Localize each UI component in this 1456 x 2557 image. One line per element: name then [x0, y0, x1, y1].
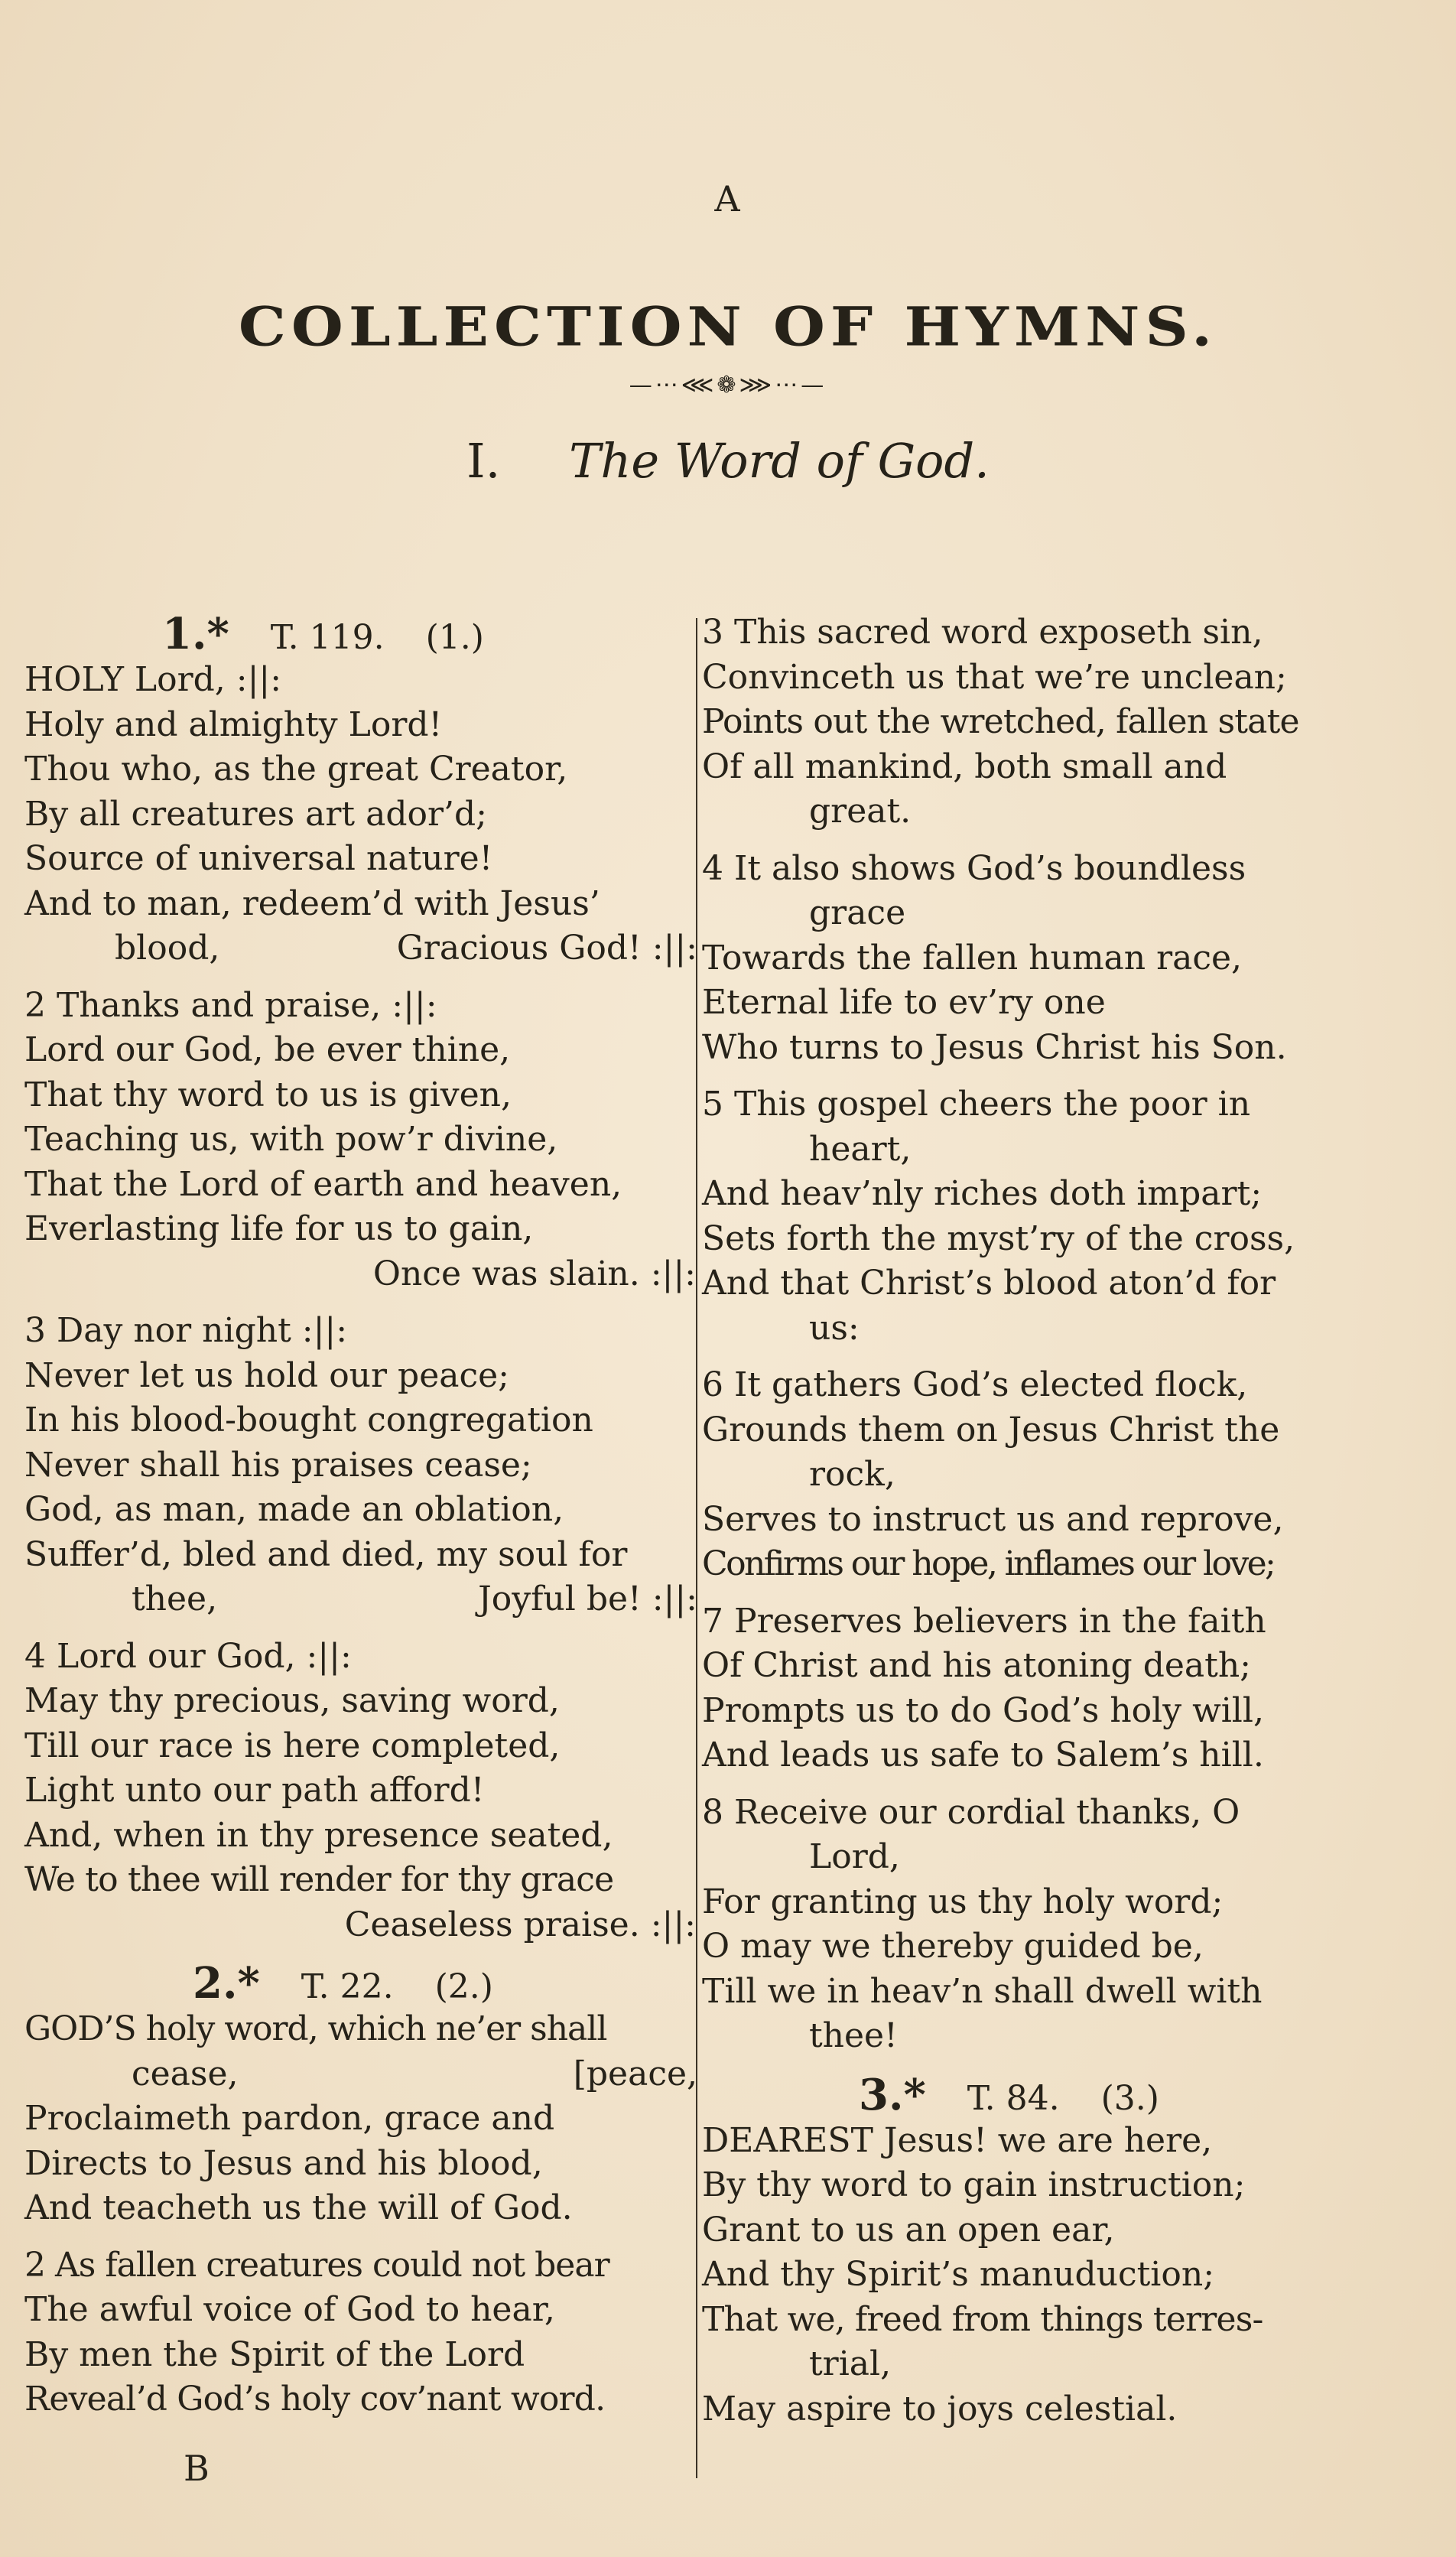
hymn-line: Source of universal nature! [24, 839, 493, 878]
hymn-line: Suffer’d, bled and died, my soul for [24, 1534, 628, 1574]
hymn-line: By all creatures art ador’d; [24, 794, 487, 834]
hymn-line: Directs to Jesus and his blood, [24, 2143, 543, 2183]
hymn-line: Grounds them on Jesus Christ the [702, 1410, 1280, 1449]
hymn-line: 6 It gathers God’s elected flock, [702, 1365, 1248, 1404]
hymn-line: Proclaimeth pardon, grace and [24, 2099, 555, 2138]
hymn-line: HOLY Lord, :||: [24, 660, 282, 699]
hymn-line: 4 It also shows God’s boundless [702, 848, 1246, 888]
hymn-ref: (1.) [425, 618, 484, 657]
hymn-line: For granting us thy holy word; [702, 1882, 1224, 1921]
hymn-line: Sets forth the myst’ry of the cross, [702, 1218, 1295, 1258]
hymn-line: By men the Spirit of the Lord [24, 2334, 525, 2374]
hymn-line: And leads us safe to Salem’s hill. [702, 1736, 1264, 1775]
hymn-line: Of all mankind, both small and [702, 747, 1227, 786]
hymn-line: We to thee will render for thy grace [24, 1860, 614, 1899]
hymn-line: And, when in thy presence seated, [24, 1815, 613, 1855]
hymn-line: In his blood-bought congregation [24, 1400, 593, 1440]
hymn-line: O may we thereby guided be, [702, 1927, 1204, 1966]
left-column [24, 610, 697, 2422]
hymn-line: Never let us hold our peace; [24, 1355, 509, 1395]
hymn-line: Reveal’d God’s holy cov’nant word. [24, 2380, 606, 2419]
hymn-line: GOD’S holy word, which ne’er shall [24, 2009, 607, 2048]
hymn-line: Once was slain. :||: [372, 1254, 696, 1293]
hymn-line: And teacheth us the will of God. [24, 2188, 573, 2227]
tune-number: T. 22. [301, 1967, 394, 2006]
hymn-line: Towards the fallen human race, [702, 938, 1243, 978]
hymn-line: 3 This sacred word exposeth sin, [702, 613, 1263, 652]
hymn-line: Till we in heav’n shall dwell with [702, 1971, 1263, 2011]
hymn-line: Light unto our path afford! [24, 1771, 485, 1810]
line-fragment: [peace, [573, 2054, 697, 2093]
hymn-line: Teaching us, with pow’r divine, [24, 1120, 558, 1159]
hymn-line: Confirms our hope, inflames our love; [702, 1544, 1275, 1583]
section-number: I. [466, 433, 501, 489]
hymn-line: Grant to us an open ear, [702, 2210, 1115, 2250]
hymn-line: 8 Receive our cordial thanks, O [702, 1792, 1240, 1832]
hymn-number: 3.* [859, 2069, 926, 2120]
ornament-divider: —⋯⋘❁⋙⋯— [629, 372, 827, 399]
title-article: A [714, 178, 742, 220]
hymn-line: God, as man, made an oblation, [24, 1490, 564, 1529]
hymn-heading [24, 610, 697, 658]
line-fragment: Joyful be! :||: [478, 1579, 697, 1618]
hymn-line: rock, [809, 1455, 895, 1494]
hymn-line: That the Lord of earth and heaven, [24, 1164, 622, 1204]
hymn-line: Lord our God, be ever thine, [24, 1030, 511, 1069]
hymn-line: Who turns to Jesus Christ his Son. [702, 1027, 1287, 1067]
hymn-line [24, 1577, 697, 1622]
hymn-line: Till our race is here completed, [24, 1726, 561, 1765]
hymn-line: That thy word to us is given, [24, 1075, 512, 1114]
section-heading [0, 431, 1456, 492]
hymn-line: Prompts us to do God’s holy will, [702, 1690, 1264, 1730]
hymn-line: Convinceth us that we’re unclean; [702, 657, 1287, 697]
hymn-number: 1.* [162, 609, 229, 659]
tune-number: T. 119. [270, 618, 385, 657]
hymn-line: Never shall his praises cease; [24, 1445, 532, 1485]
hymn-line: By thy word to gain instruction; [702, 2165, 1246, 2204]
hymn-line: Thou who, as the great Creator, [24, 750, 568, 789]
hymn-line: 3 Day nor night :||: [24, 1311, 348, 1350]
hymn-line: us: [809, 1308, 860, 1348]
section-name: The Word of God. [569, 433, 990, 489]
line-fragment: Gracious God! :||: [396, 929, 697, 968]
hymn-line: thee! [809, 2016, 898, 2055]
right-column [702, 610, 1383, 2432]
hymn-line: Lord, [809, 1837, 900, 1876]
tune-number: T. 84. [967, 2078, 1060, 2118]
hymn-line: And to man, redeem’d with Jesus’ [24, 883, 600, 923]
line-fragment: cease, [132, 2054, 239, 2093]
hymn-line: That we, freed from things terres- [702, 2299, 1263, 2339]
hymn-line: heart, [809, 1129, 912, 1169]
hymn-line: 7 Preserves believers in the faith [702, 1601, 1266, 1641]
hymn-line: Serves to instruct us and reprove, [702, 1499, 1284, 1539]
book-title: COLLECTION OF HYMNS. [238, 295, 1218, 359]
hymn-line: Everlasting life for us to gain, [24, 1209, 534, 1248]
hymn-line: And heav’nly riches doth impart; [702, 1174, 1263, 1213]
hymn-line: 2 Thanks and praise, :||: [24, 985, 437, 1025]
line-fragment: thee, [132, 1579, 218, 1618]
hymn-line: 5 This gospel cheers the poor in [702, 1085, 1251, 1124]
hymn-line: 2 As fallen creatures could not bear [24, 2245, 609, 2285]
hymn-line: And thy Spirit’s manuduction; [702, 2255, 1215, 2294]
hymn-line [24, 926, 697, 971]
hymn-ref: (2.) [434, 1967, 493, 2006]
page-header [0, 177, 1456, 492]
hymn-line: The awful voice of God to hear, [24, 2290, 555, 2329]
line-fragment: blood, [115, 929, 220, 968]
hymn-line [24, 2052, 697, 2097]
hymn-line: grace [809, 893, 906, 932]
hymn-line: And that Christ’s blood aton’d for [702, 1264, 1276, 1303]
hymn-line: DEAREST Jesus! we are here, [702, 2120, 1213, 2160]
hymn-line: May aspire to joys celestial. [702, 2389, 1178, 2428]
hymn-line: Points out the wretched, fallen state [702, 702, 1299, 741]
hymn-line: Of Christ and his atoning death; [702, 1646, 1251, 1685]
hymn-line: trial, [809, 2344, 892, 2383]
hymn-line: May thy precious, saving word, [24, 1681, 560, 1720]
signature-mark: B [184, 2448, 210, 2489]
hymn-line: Ceaseless praise. :||: [344, 1905, 696, 1944]
hymn-line: 4 Lord our God, :||: [24, 1636, 352, 1676]
hymn-heading [702, 2071, 1383, 2119]
hymn-line: Eternal life to ev’ry one [702, 983, 1106, 1022]
hymn-line: great. [809, 792, 912, 831]
hymn-number: 2.* [193, 1958, 260, 2009]
hymn-heading [24, 1960, 697, 2007]
hymn-line: Holy and almighty Lord! [24, 704, 443, 744]
hymn-ref: (3.) [1100, 2078, 1159, 2118]
